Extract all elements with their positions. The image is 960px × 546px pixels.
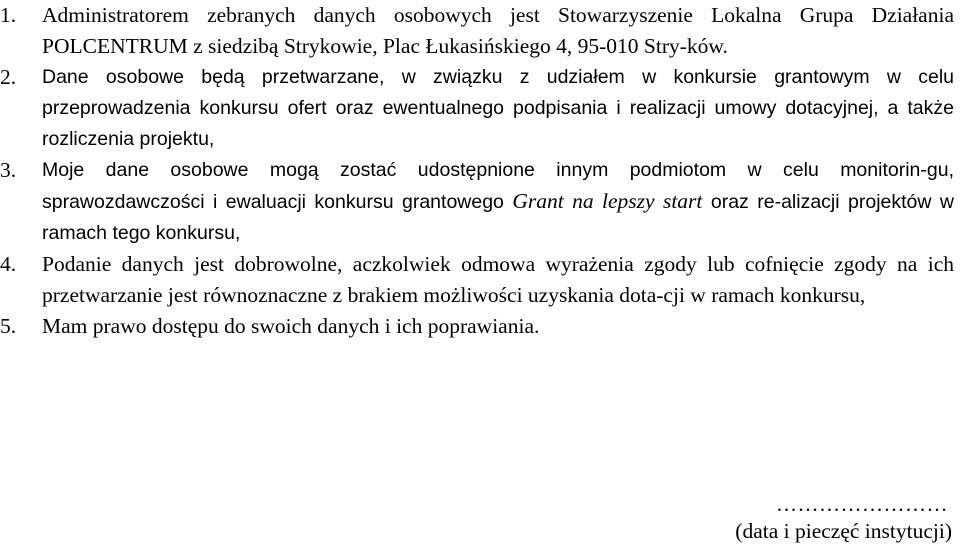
clause-1 [0, 0, 960, 62]
clause-3 [0, 155, 960, 249]
signature-block [652, 492, 952, 546]
program-name: Grant na lepszy start [512, 189, 703, 213]
clause-text-after: oraz re-alizacji projektów w ramach tego konkursu, [42, 191, 955, 244]
clause-number: 5. [0, 314, 17, 338]
clause-text-before: Moje dane osobowe mogą zostać udostępnione innym podmiotom w celu monitorin-gu, sprawozdawczości i ewaluacji konkursu grantowego [42, 159, 954, 213]
clause-2 [0, 62, 960, 155]
clause-number: 1. [0, 3, 17, 27]
clause-text: Dane osobowe będą przetwarzane, w związku z udziałem w konkursie grantowym w celu przeprowadzenia konkursu ofert oraz ewentualnego podpisania i realizacji umowy dotacyjnej, a także rozliczenia projektu, [42, 66, 954, 150]
clause-text: Administratorem zebranych danych osobowych jest Stowarzyszenie Lokalna Grupa Działania POLCENTRUM z siedzibą Strykowie, Plac Łukasińskiego 4, 95-010 Stry-ków. [42, 3, 954, 58]
clause-4 [0, 249, 960, 311]
clause-text: Podanie danych jest dobrowolne, aczkolwiek odmowa wyrażenia zgody lub cofnięcie zgody na ich przetwarzanie jest równoznaczne z brakiem możliwości uzyskania dota-cji w ramach konkursu, [42, 252, 954, 307]
clause-number: 4. [0, 252, 17, 276]
signature-line: …………………… [776, 492, 948, 516]
clause-5 [0, 311, 960, 342]
clause-text: Mam prawo dostępu do swoich danych i ich poprawiania. [42, 314, 540, 338]
clause-text [42, 159, 954, 244]
clause-number: 3. [0, 158, 17, 182]
signature-caption: (data i pieczęć instytucji) [735, 519, 952, 543]
clause-number: 2. [0, 65, 17, 89]
